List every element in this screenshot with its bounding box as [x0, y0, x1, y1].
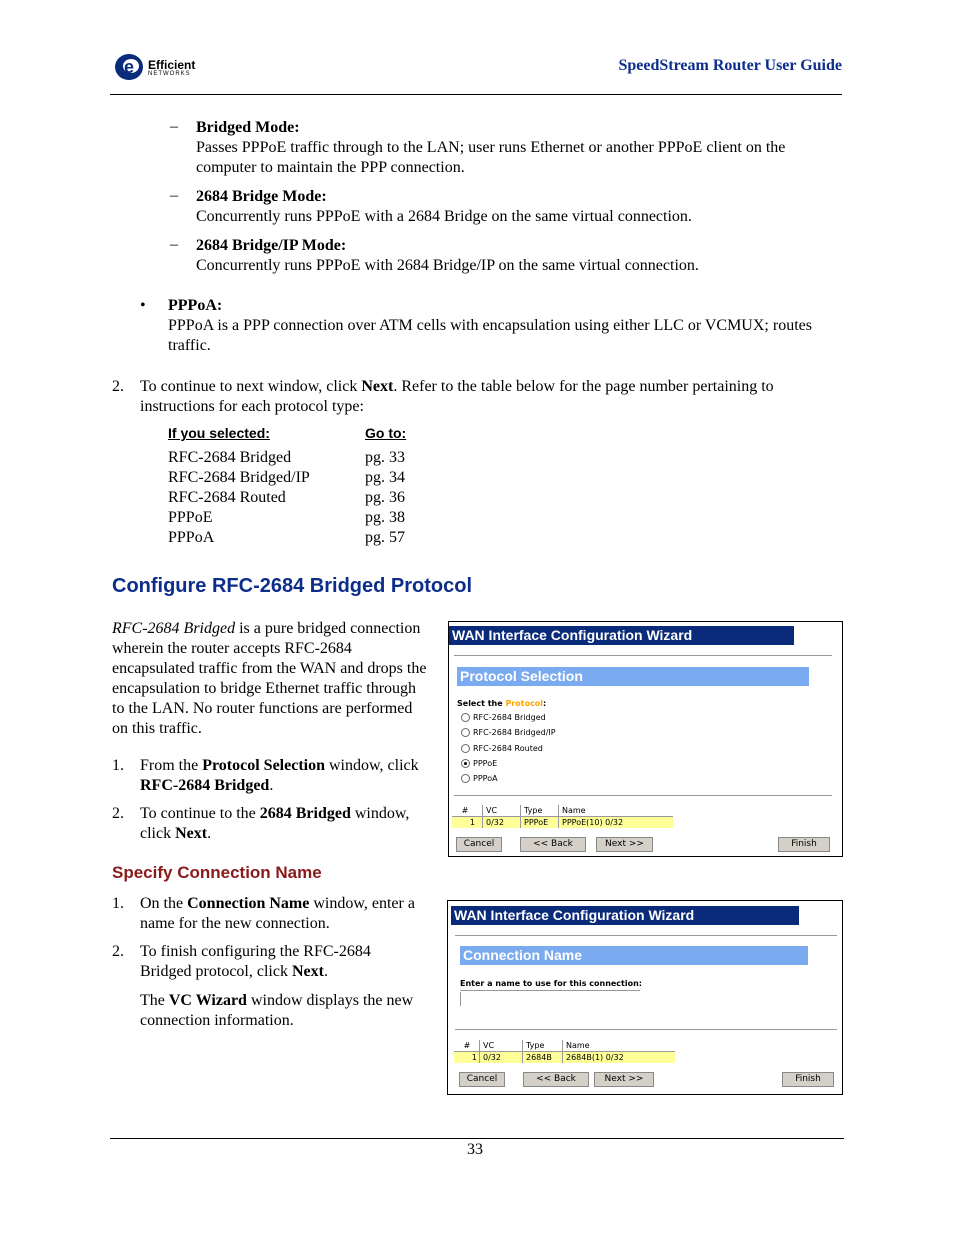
select-pre: Select the: [457, 699, 506, 708]
select-word: Protocol: [505, 699, 544, 708]
step-bold: Connection Name: [187, 895, 310, 912]
step-mid: window, click: [325, 757, 419, 774]
step-mid: window, click: [140, 805, 410, 842]
page-number: 33: [467, 1141, 483, 1158]
note-post: window displays the new connection information.: [140, 992, 414, 1029]
note-bold: VC Wizard: [168, 992, 247, 1009]
vc-cell-num: 1: [469, 818, 475, 827]
step-post: .: [323, 963, 328, 980]
vc-table: [452, 805, 673, 829]
logo-mark-icon: [114, 52, 146, 82]
radio-button[interactable]: [461, 728, 470, 737]
mode-item: [196, 236, 836, 276]
cancel-button[interactable]: Cancel: [456, 837, 502, 852]
mode-item: [196, 187, 836, 227]
table-cell-page: pg. 34: [365, 469, 405, 486]
step-bold: Next: [175, 825, 208, 842]
step-text-bold: Next: [361, 378, 394, 395]
select-post: :: [543, 699, 547, 708]
header-rule: [110, 94, 842, 95]
vc-cell-type: 2684B: [522, 1052, 561, 1063]
step-post: .: [207, 825, 212, 842]
finish-button[interactable]: Finish: [782, 1072, 834, 1087]
vc-cell-type: PPPoE: [520, 817, 554, 828]
vc-table-header: [452, 805, 673, 817]
mode-item: [196, 118, 836, 178]
mode-text: Passes PPPoE traffic through to the LAN; user runs Ethernet or another PPPoE client on the computer to maintain the PPP connection.: [196, 139, 786, 176]
mode-title: 2684 Bridge Mode:: [196, 188, 327, 205]
back-button[interactable]: << Back: [520, 837, 586, 852]
protocol-option[interactable]: [461, 713, 546, 723]
wizard-subtitle: Protocol Selection: [457, 667, 809, 686]
table-cell-protocol: RFC-2684 Bridged: [168, 449, 292, 466]
step-text: [140, 756, 435, 796]
table-header-goto: Go to:: [365, 425, 407, 441]
table-cell-protocol: PPPoE: [168, 509, 213, 526]
step-number: 1.: [112, 757, 124, 774]
select-protocol-label: [457, 699, 546, 709]
table-cell-page: pg. 38: [365, 509, 405, 526]
table-header-selected: If you selected:: [168, 425, 270, 441]
vc-cell-name: PPPoE(10) 0/32: [558, 817, 662, 828]
step-post: .: [269, 777, 274, 794]
vc-col-vc: VC: [482, 805, 516, 816]
wizard-divider: [454, 795, 832, 796]
table-cell-page: pg. 36: [365, 489, 405, 506]
intro-paragraph: [112, 619, 432, 739]
step-text: [140, 942, 410, 982]
logo-text-networks: NETWORKS: [148, 71, 191, 77]
prompt-underline: [460, 990, 640, 991]
pppoa-text: PPPoA is a PPP connection over ATM cells with encapsulation using either LLC or VCMUX; routes traffic.: [168, 317, 812, 354]
vc-table-row: [454, 1052, 675, 1063]
pppoa-item: [168, 296, 828, 356]
step-bold: RFC-2684 Bridged: [140, 777, 270, 794]
step-number: 2.: [112, 943, 124, 960]
efficient-logo: [114, 52, 214, 82]
wizard-connection-name: [447, 900, 843, 1095]
wizard-title: WAN Interface Configuration Wizard: [451, 906, 799, 925]
step-text: [140, 894, 430, 934]
wizard-divider: [454, 655, 832, 656]
vc-col-num: #: [461, 806, 469, 815]
mode-text: Concurrently runs PPPoE with 2684 Bridge/IP on the same virtual connection.: [196, 257, 699, 274]
vc-col-num: #: [463, 1041, 471, 1050]
vc-col-type: Type: [520, 805, 554, 816]
step-2-text: [140, 377, 830, 417]
step-bold: 2684 Bridged: [259, 805, 351, 822]
wizard-divider: [455, 935, 837, 936]
next-button[interactable]: Next >>: [594, 1072, 654, 1087]
step-text: [140, 804, 435, 844]
step-pre: To continue to the: [140, 805, 260, 822]
cancel-button[interactable]: Cancel: [459, 1072, 505, 1087]
note-pre: The: [140, 992, 169, 1009]
table-cell-page: pg. 57: [365, 529, 405, 546]
vc-col-vc: VC: [479, 1040, 513, 1051]
protocol-option-label: PPPoA: [473, 774, 498, 784]
connection-name-input[interactable]: [460, 992, 641, 1006]
vc-table: [454, 1040, 675, 1064]
vc-cell-vc: 0/32: [482, 817, 516, 828]
protocol-option-label: RFC-2684 Routed: [473, 743, 543, 753]
step-text-post: . Refer to the table below for the page number pertaining to instructions for each protocol type:: [140, 378, 774, 415]
wizard-protocol-selection: [448, 621, 843, 857]
vc-col-name: Name: [558, 805, 662, 816]
step-pre: From the: [140, 757, 203, 774]
step-bold: Next: [291, 963, 324, 980]
next-button[interactable]: Next >>: [596, 837, 653, 852]
vc-note: [140, 991, 420, 1031]
step-bold: Protocol Selection: [202, 757, 325, 774]
step-pre: To finish configuring the RFC-2684 Bridged protocol, click: [140, 943, 371, 980]
footer-rule: [110, 1138, 844, 1139]
step-number: 1.: [112, 895, 124, 912]
finish-button[interactable]: Finish: [778, 837, 830, 852]
step-number: 2.: [112, 805, 124, 822]
table-cell-protocol: PPPoA: [168, 529, 215, 546]
protocol-option[interactable]: [461, 774, 498, 784]
step-text-pre: To continue to next window, click: [140, 378, 362, 395]
radio-button[interactable]: [461, 759, 470, 768]
table-cell-protocol: RFC-2684 Routed: [168, 489, 286, 506]
intro-ital: RFC-2684 Bridged: [112, 620, 236, 637]
vc-cell-vc: 0/32: [479, 1052, 513, 1063]
step-number: 2.: [112, 378, 124, 395]
step-pre: On the: [140, 895, 188, 912]
mode-title: Bridged Mode:: [196, 119, 300, 136]
vc-cell-name: 2684B(1) 0/32: [562, 1052, 666, 1063]
protocol-option[interactable]: [461, 744, 543, 754]
connection-name-prompt: Enter a name to use for this connection:: [460, 979, 643, 988]
dash-bullet: –: [170, 236, 178, 253]
radio-button[interactable]: [461, 744, 470, 753]
vc-table-header: [454, 1040, 675, 1052]
wizard-divider: [455, 1029, 837, 1030]
bullet-dot: •: [140, 297, 146, 314]
dash-bullet: –: [170, 118, 178, 135]
pppoa-title: PPPoA:: [168, 297, 223, 314]
mode-text: Concurrently runs PPPoE with a 2684 Bridge on the same virtual connection.: [196, 208, 692, 225]
wizard-subtitle: Connection Name: [460, 946, 808, 965]
mode-title: 2684 Bridge/IP Mode:: [196, 237, 347, 254]
table-cell-protocol: RFC-2684 Bridged/IP: [168, 469, 310, 486]
vc-cell-num: 1: [471, 1053, 477, 1062]
table-cell-page: pg. 33: [365, 449, 405, 466]
logo-text-efficient: Efficient: [148, 58, 196, 72]
guide-title: SpeedStream Router User Guide: [618, 57, 842, 74]
protocol-option[interactable]: [461, 759, 497, 769]
logo-mark-text: e: [124, 57, 135, 77]
intro-rest: is a pure bridged connection wherein the router accepts RFC-2684 encapsulated traffic from the WAN and drops the encapsulation to bridge Ethernet traffic through to the LAN. No router functions are performed on this traffic.: [112, 620, 427, 737]
vc-col-name: Name: [562, 1040, 666, 1051]
step-post: window, enter a name for the new connection.: [140, 895, 415, 932]
radio-button[interactable]: [461, 713, 470, 722]
dash-bullet: –: [170, 187, 178, 204]
vc-table-row: [452, 817, 673, 828]
wizard-title: WAN Interface Configuration Wizard: [449, 626, 794, 645]
radio-button[interactable]: [461, 774, 470, 783]
section-title: Configure RFC-2684 Bridged Protocol: [112, 575, 473, 597]
back-button[interactable]: << Back: [523, 1072, 589, 1087]
protocol-option-label: RFC-2684 Bridged/IP: [473, 728, 556, 738]
protocol-option-label: PPPoE: [473, 758, 498, 768]
protocol-option[interactable]: [461, 728, 556, 738]
subsection-title: Specify Connection Name: [112, 863, 322, 882]
vc-col-type: Type: [522, 1040, 561, 1051]
protocol-option-label: RFC-2684 Bridged: [473, 713, 546, 722]
